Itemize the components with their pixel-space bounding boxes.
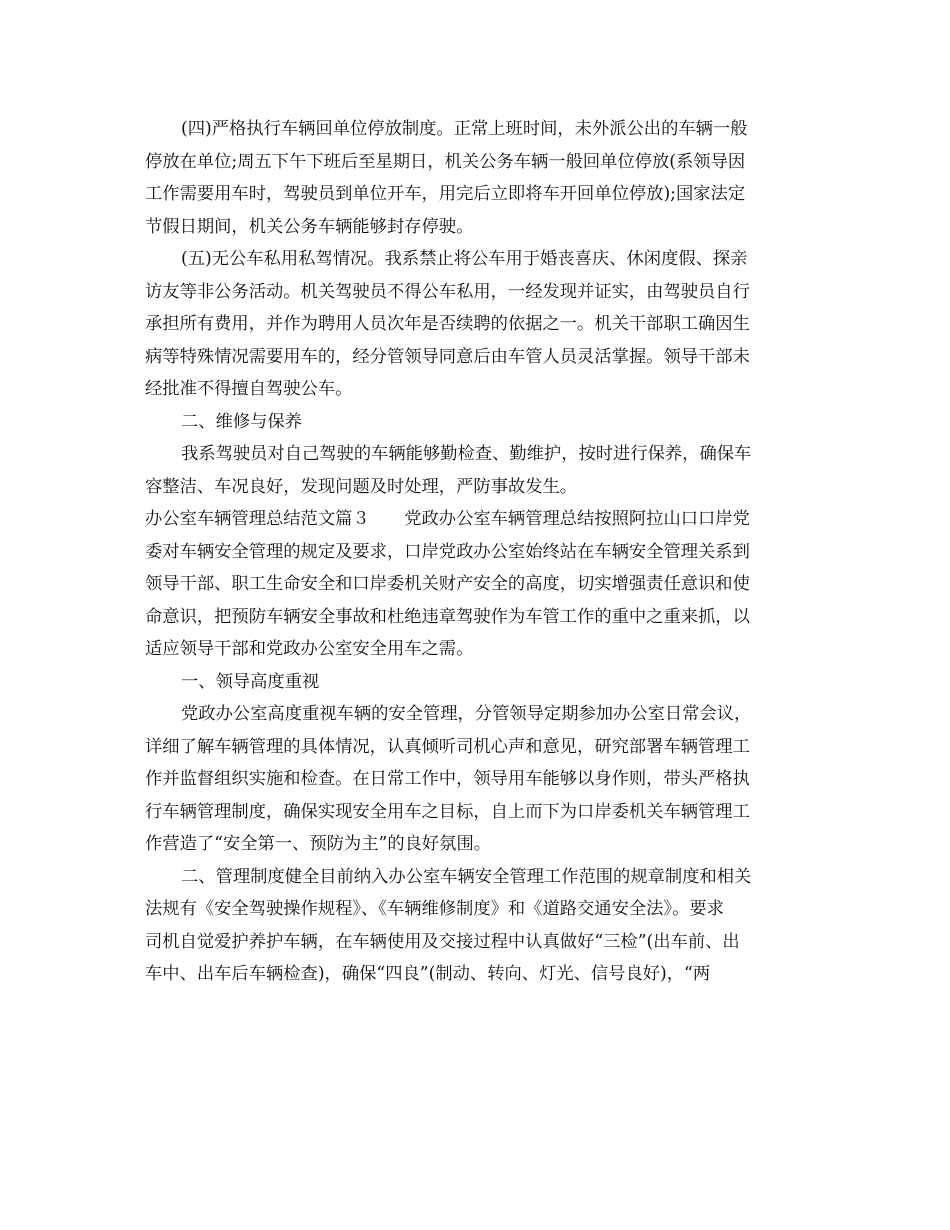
- text-line: 节假日期间，机关公务车辆能够封存停驶。: [145, 216, 474, 237]
- text-line: 委对车辆安全管理的规定及要求，口岸党政办公室始终站在车辆安全管理关系到: [145, 541, 750, 562]
- text-line: 我系驾驶员对自己驾驶的车辆能够勤检查、勤维护，按时进行保养，确保车: [181, 444, 752, 464]
- text-line: 适应领导干部和党政办公室安全用车之需。: [145, 639, 474, 659]
- text-line: 一、领导高度重视: [181, 671, 320, 692]
- text-line: 工作需要用车时，驾驶员到单位开车，用完后立即将车开回单位停放);国家法定: [145, 184, 746, 204]
- text-line: 停放在单位;周五下午下班后至星期日，机关公务车辆一般回单位停放(系领导因: [145, 151, 746, 172]
- text-line: 二、维修与保养: [181, 411, 302, 432]
- text-line: 容整洁、车况良好，发现问题及时处理，严防事故发生。: [145, 476, 578, 497]
- text-line: 命意识，把预防车辆安全事故和杜绝违章驾驶作为车管工作的重中之重来抓，以: [145, 606, 750, 627]
- text-line: (四)严格执行车辆回单位停放制度。正常上班时间，未外派公出的车辆一般: [181, 119, 748, 139]
- text-line: 党政办公室高度重视车辆的安全管理，分管领导定期参加办公室日常会议，: [181, 704, 752, 724]
- text-line: (五)无公车私用私驾情况。我系禁止将公车用于婚丧喜庆、休闲度假、探亲: [181, 249, 748, 269]
- text-line: 车中、出车后车辆检查)，确保“四良”(制动、转向、灯光、信号良好)，“两: [145, 964, 711, 984]
- text-line: 领导干部、职工生命安全和口岸委机关财产安全的高度，切实增强责任意识和使: [145, 574, 750, 594]
- text-line: 经批准不得擅自驾驶公车。: [145, 379, 353, 399]
- text-line: 访友等非公务活动。机关驾驶员不得公车私用，一经发现并证实，由驾驶员自行: [145, 281, 750, 302]
- text-line: 承担所有费用，并作为聘用人员次年是否续聘的依据之一。机关干部职工确因生: [145, 314, 750, 334]
- text-line: 作并监督组织实施和检查。在日常工作中，领导用车能够以身作则，带头严格执: [145, 769, 750, 789]
- text-line: 作营造了“安全第一、预防为主”的良好氛围。: [145, 834, 492, 854]
- text-line: 行车辆管理制度，确保实现安全用车之目标，自上而下为口岸委机关车辆管理工: [145, 801, 750, 822]
- text-line: 司机自觉爱护养护车辆，在车辆使用及交接过程中认真做好“三检”(出车前、出: [145, 931, 740, 952]
- text-line: 二、管理制度健全目前纳入办公室车辆安全管理工作范围的规章制度和相关: [181, 866, 752, 887]
- text-line: 法规有《安全驾驶操作规程》、《车辆维修制度》和《道路交通安全法》。要求: [145, 899, 724, 919]
- text-line: 详细了解车辆管理的具体情况，认真倾听司机心声和意见，研究部署车辆管理工: [145, 736, 750, 757]
- text-line: 办公室车辆管理总结范文篇３ 党政办公室车辆管理总结按照阿拉山口口岸党: [145, 509, 750, 529]
- document-body: [145, 113, 803, 991]
- text-line: 病等特殊情况需要用车的，经分管领导同意后由车管人员灵活掌握。领导干部未: [145, 346, 750, 367]
